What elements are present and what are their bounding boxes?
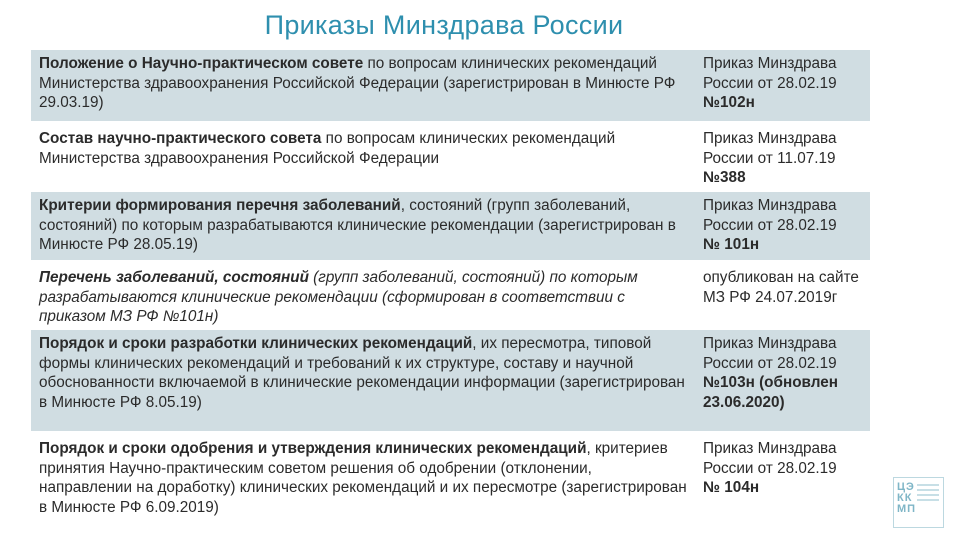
description-bold: Перечень заболеваний, состояний (39, 269, 309, 286)
table-row (31, 125, 870, 188)
table-row (31, 330, 870, 431)
page-title: Приказы Минздрава России (264, 10, 624, 40)
description-bold: Порядок и сроки разработки клинических рекомендаций (39, 335, 473, 352)
order-number: №388 (703, 169, 746, 186)
row-description (31, 435, 695, 517)
logo-lines (917, 484, 939, 504)
table-row (31, 192, 870, 260)
row-order (695, 330, 870, 431)
order-text: Приказ Минздрава России от 28.02.19 (703, 197, 837, 234)
row-description (31, 330, 695, 431)
description-bold: Положение о Научно-практическом совете (39, 55, 364, 72)
description-text: по вопросам клинических рекомендаций Министерства здравоохранения Российской Федерации (зарегистрирован в Минюсте РФ 29.03.19) (39, 55, 676, 111)
row-order (695, 264, 870, 326)
order-number: №103н (обновлен 23.06.2020) (703, 374, 838, 411)
row-description (31, 264, 695, 326)
description-text: по вопросам клинических рекомендаций Министерства здравоохранения Российской Федерации (39, 130, 616, 167)
row-description (31, 125, 695, 188)
order-text: Приказ Минздрава России от 11.07.19 (703, 130, 837, 167)
order-text: Приказ Минздрава России от 28.02.19 (703, 55, 837, 92)
description-bold: Критерии формирования перечня заболеваний (39, 197, 401, 214)
order-text: опубликован на сайте МЗ РФ 24.07.2019г (703, 269, 859, 306)
row-description (31, 192, 695, 260)
row-order (695, 192, 870, 260)
order-number: № 101н (703, 236, 760, 253)
description-text: , критериев принятия Научно-практическим советом решения об одобрении (отклонении, направлении на доработку) клинических рекомендаций и их пересмотре (зарегистрирован в Минюсте РФ 6.09.2019) (39, 440, 687, 516)
row-order (695, 125, 870, 188)
description-text: (групп заболеваний, состояний) по которым разрабатываются клинические рекомендации (сформирован в соответствии с приказом МЗ РФ №101н) (39, 269, 638, 325)
row-order (695, 50, 870, 121)
row-order (695, 435, 870, 517)
order-number: №102н (703, 94, 755, 111)
table-row (31, 264, 870, 326)
order-number: № 104н (703, 479, 760, 496)
orders-table (31, 50, 870, 517)
description-text: , их пересмотра, типовой формы клинических рекомендаций и требований к их структуре, составу и научной обоснованности включаемой в клинические рекомендации информации (зарегистрирован в Минюсте РФ 8.05.19) (39, 335, 685, 411)
row-description (31, 50, 695, 121)
description-text: , состояний (групп заболеваний, состояний) по которым разрабатываются клинические рекомендации (зарегистрирован в Минюсте РФ 28.05.19) (39, 197, 676, 253)
organization-logo (893, 477, 944, 528)
order-text: Приказ Минздрава России от 28.02.19 (703, 335, 837, 372)
description-bold: Состав научно-практического совета (39, 130, 322, 147)
table-row (31, 50, 870, 121)
logo-letters: ЦЭ КК МП (897, 481, 917, 515)
description-bold: Порядок и сроки одобрения и утверждения клинических рекомендаций (39, 440, 587, 457)
order-text: Приказ Минздрава России от 28.02.19 (703, 440, 837, 477)
table-row (31, 435, 870, 517)
